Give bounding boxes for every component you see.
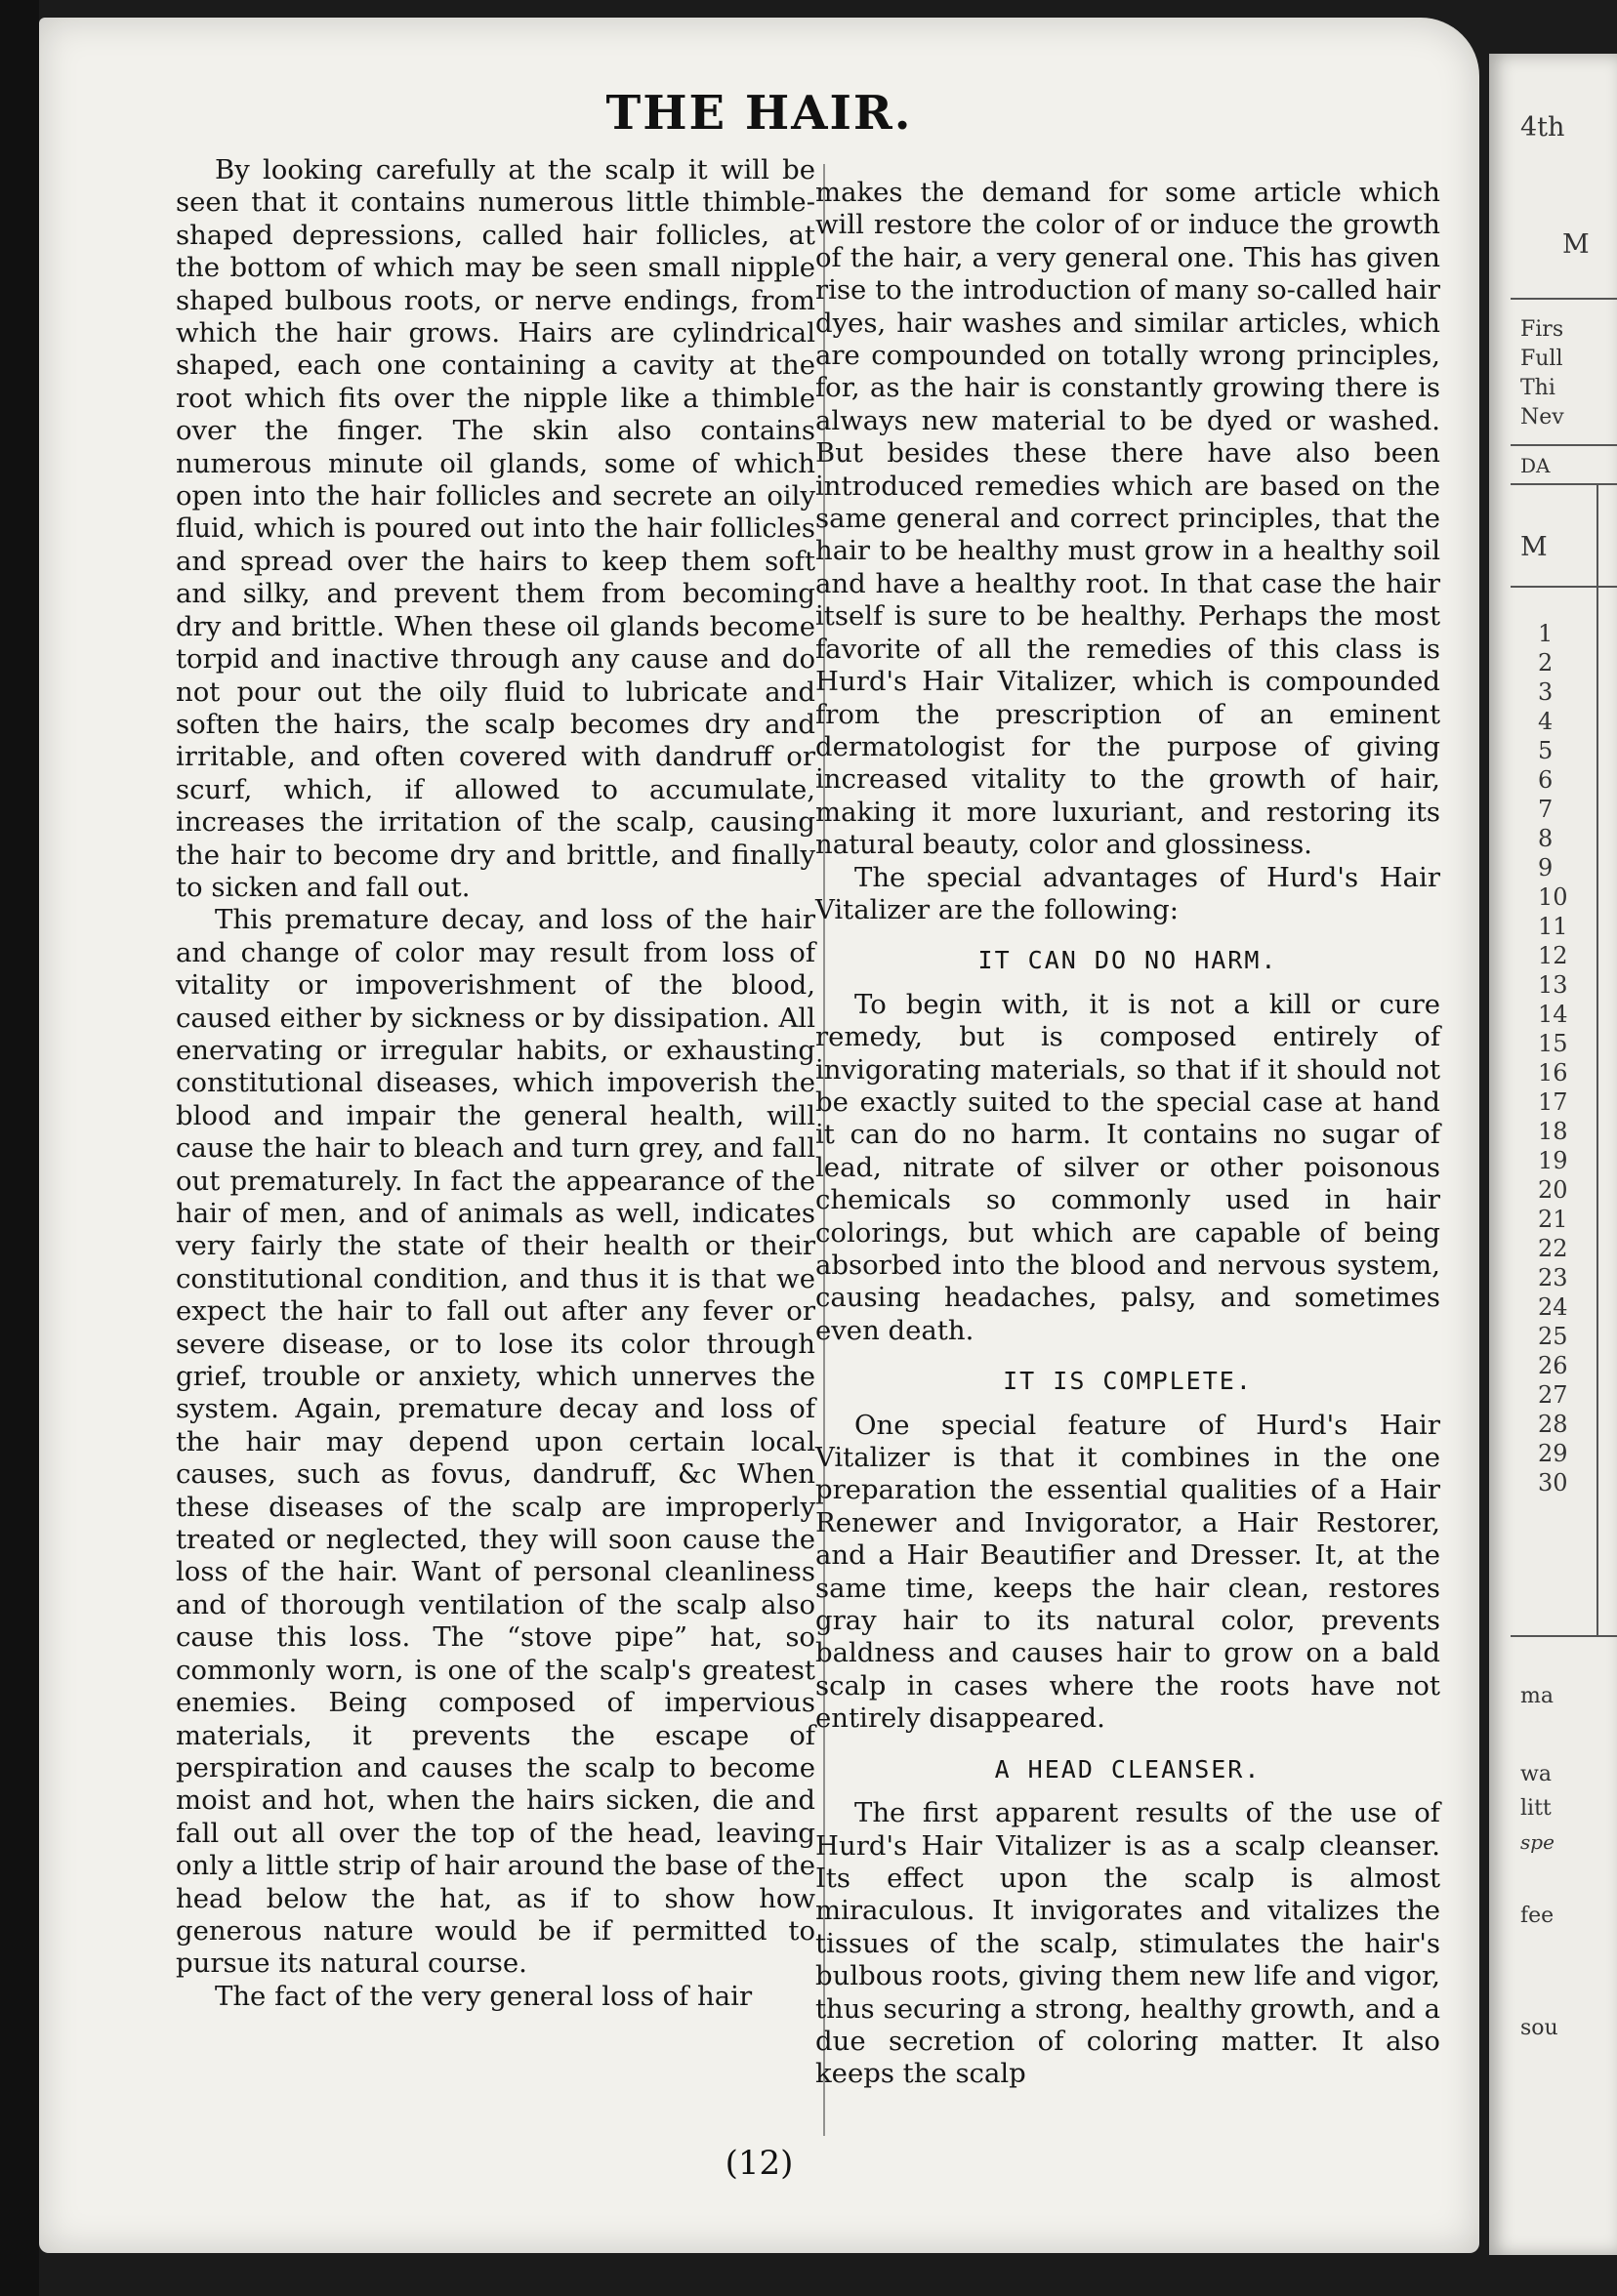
day-number: 30 — [1538, 1469, 1568, 1496]
page-number: (12) — [725, 2144, 794, 2183]
section-heading: IT CAN DO NO HARM. — [977, 946, 1278, 975]
day-number: 27 — [1538, 1381, 1568, 1409]
page-title: THE HAIR. — [605, 86, 913, 141]
adjacent-label: DA — [1520, 454, 1551, 477]
day-number: 21 — [1538, 1206, 1568, 1233]
document-page — [39, 18, 1479, 2253]
adjacent-vrule — [1596, 483, 1598, 1635]
day-number: 24 — [1538, 1293, 1568, 1321]
paragraph: The special advantages of Hurd's Hair Vitalizer are the following: — [815, 861, 1440, 925]
paragraph: The fact of the very general loss of hair — [215, 1980, 753, 2012]
day-number: 14 — [1538, 1001, 1568, 1028]
day-number: 19 — [1538, 1147, 1568, 1174]
paragraph: By looking carefully at the scalp it will be seen that it contains numerous little thimble-shaped depressions, called hair follicles, at the bottom of which may be seen small nipple shaped bulbous roots, or nerve endings, from which the hair grows. Hairs are cylindrical shaped, each one containing a cavity at the root which fits over the nipple like a thimble over the finger. The skin also contains numerous minute oil glands, some of which open into the hair follicles and secrete an oily fluid, which is poured out into the hair follicles and spread over the hairs to keep them soft and silky, and prevent them from becoming dry and brittle. When these oil glands become torpid and inactive through any cause and do not pour out the oily fluid to lubricate and soften the hairs, the scalp becomes dry and irritable, and often covered with dandruff or scurf, which, if allowed to accumulate, increases the irritation of the scalp, causing the hair to become dry and brittle, and finally to sicken and fall out. — [176, 154, 815, 903]
right-column — [815, 177, 1440, 2091]
adjacent-line: Nev — [1520, 405, 1564, 430]
day-number: 9 — [1538, 854, 1554, 882]
day-number: 29 — [1538, 1440, 1568, 1467]
adjacent-line: Thi — [1520, 376, 1555, 400]
day-number: 15 — [1538, 1030, 1568, 1057]
day-number: 3 — [1538, 678, 1554, 706]
adjacent-word: spe — [1520, 1830, 1555, 1854]
day-number: 8 — [1538, 825, 1554, 852]
paragraph: The first apparent results of the use of Hurd's Hair Vitalizer is as a scalp cleanser. Its effect upon the scalp is almost miraculous. It invigorates and vitalizes the tissues of the scalp, stimulates the hair's bulbous roots, giving them new life and vigor, thus securing a strong, healthy growth, and a due secretion of coloring matter. It also keeps the scalp — [815, 1797, 1440, 2090]
adjacent-line: Firs — [1520, 317, 1564, 342]
adjacent-rule — [1511, 298, 1617, 300]
adjacent-rule — [1511, 586, 1617, 588]
adjacent-page — [1489, 54, 1617, 2255]
day-number: 11 — [1538, 913, 1568, 940]
day-number: 5 — [1538, 737, 1554, 764]
day-number: 16 — [1538, 1059, 1568, 1086]
section-heading: A HEAD CLEANSER. — [994, 1754, 1262, 1784]
adjacent-letter: M — [1562, 229, 1590, 260]
adjacent-line: Full — [1520, 347, 1563, 371]
day-number: 17 — [1538, 1088, 1568, 1116]
paragraph: This premature decay, and loss of the hair and change of color may result from loss of vitality or impoverishment of the blood, caused either by sickness or by dissipation. All enervating or irregular habits, or exhausting constitutional diseases, which impoverish the blood and impair the general health, will cause the hair to bleach and turn grey, and fall out prematurely. In fact the appearance of the hair of men, and of animals as well, indicates very fairly the state of their health or their constitutional condition, and thus it is that we expect the hair to fall out after any fever or severe disease, or to lose its color through grief, trouble or anxiety, which unnerves the system. Again, premature decay and loss of the hair may depend upon certain local causes, such as fovus, dandruff, &c When these diseases of the scalp are improperly treated or neglected, they will soon cause the loss of the hair. Want of personal cleanliness and of thorough ventilation of the scalp also cause this loss. The “stove pipe” hat, so commonly worn, is one of the scalp's greatest enemies. Being composed of impervious materials, it prevents the escape of perspiration and causes the scalp to become moist and hot, when the hairs sicken, die and fall out all over the top of the head, leaving only a little strip of hair around the base of the head below the hat, as if to show how generous nature would be if permitted to pursue its natural course. — [176, 904, 815, 1980]
adjacent-rule — [1511, 444, 1617, 446]
day-number: 28 — [1538, 1411, 1568, 1438]
paragraph: One special feature of Hurd's Hair Vitalizer is that it combines in the one preparation the essential qualities of a Hair Renewer and Invigorator, a Hair Restorer, and a Hair Beautifier and Dresser. It, at the same time, keeps the hair clean, restores gray hair to its natural color, prevents baldness and causes hair to grow on a bald scalp in cases where the roots have not entirely disappeared. — [815, 1409, 1440, 1735]
day-number: 22 — [1538, 1235, 1568, 1262]
day-number: 13 — [1538, 971, 1568, 999]
adjacent-rule — [1511, 483, 1617, 485]
day-number: 25 — [1538, 1323, 1568, 1350]
day-number: 4 — [1538, 708, 1554, 735]
day-number: 18 — [1538, 1118, 1568, 1145]
day-number: 12 — [1538, 942, 1568, 969]
left-column — [176, 154, 815, 2013]
adjacent-word: litt — [1520, 1796, 1552, 1821]
adjacent-header: 4th — [1520, 112, 1565, 143]
scan-edge — [0, 0, 39, 2296]
adjacent-word: wa — [1520, 1762, 1552, 1786]
day-number: 2 — [1538, 649, 1554, 676]
day-number: 7 — [1538, 796, 1554, 823]
day-number: 23 — [1538, 1264, 1568, 1292]
adjacent-word: sou — [1520, 2016, 1558, 2040]
day-number: 20 — [1538, 1176, 1568, 1204]
day-number: 1 — [1538, 620, 1554, 647]
adjacent-label: M — [1520, 532, 1548, 562]
day-number: 6 — [1538, 766, 1554, 794]
adjacent-rule — [1511, 1635, 1617, 1637]
section-heading: IT IS COMPLETE. — [1003, 1367, 1253, 1396]
paragraph: makes the demand for some article which will restore the color of or induce the growth of the hair, a very general one. This has given rise to the introduction of many so-called hair dyes, hair washes and similar articles, which are compounded on totally wrong principles, for, as the hair is constantly growing there is always new material to be dyed or washed. But besides these there have also been introduced remedies which are based on the same general and correct principles, that the hair to be healthy must grow in a healthy soil and have a healthy root. In that case the hair itself is sure to be healthy. Perhaps the most favorite of all the remedies of this class is Hurd's Hair Vitalizer, which is compounded from the prescription of an eminent dermatologist for the purpose of giving increased vitality to the growth of hair, making it more luxuriant, and restoring its natural beauty, color and glossiness. — [815, 177, 1440, 861]
adjacent-word: fee — [1520, 1904, 1555, 1928]
day-number: 10 — [1538, 883, 1568, 911]
day-number: 26 — [1538, 1352, 1568, 1379]
paragraph: To begin with, it is not a kill or cure remedy, but is composed entirely of invigorating materials, so that if it should not be exactly suited to the special case at hand it can do no harm. It contains no sugar of lead, nitrate of silver or other poisonous chemicals so commonly used in hair colorings, but which are capable of being absorbed into the blood and nervous system, causing headaches, palsy, and sometimes even death. — [815, 988, 1440, 1346]
adjacent-word: ma — [1520, 1684, 1554, 1708]
